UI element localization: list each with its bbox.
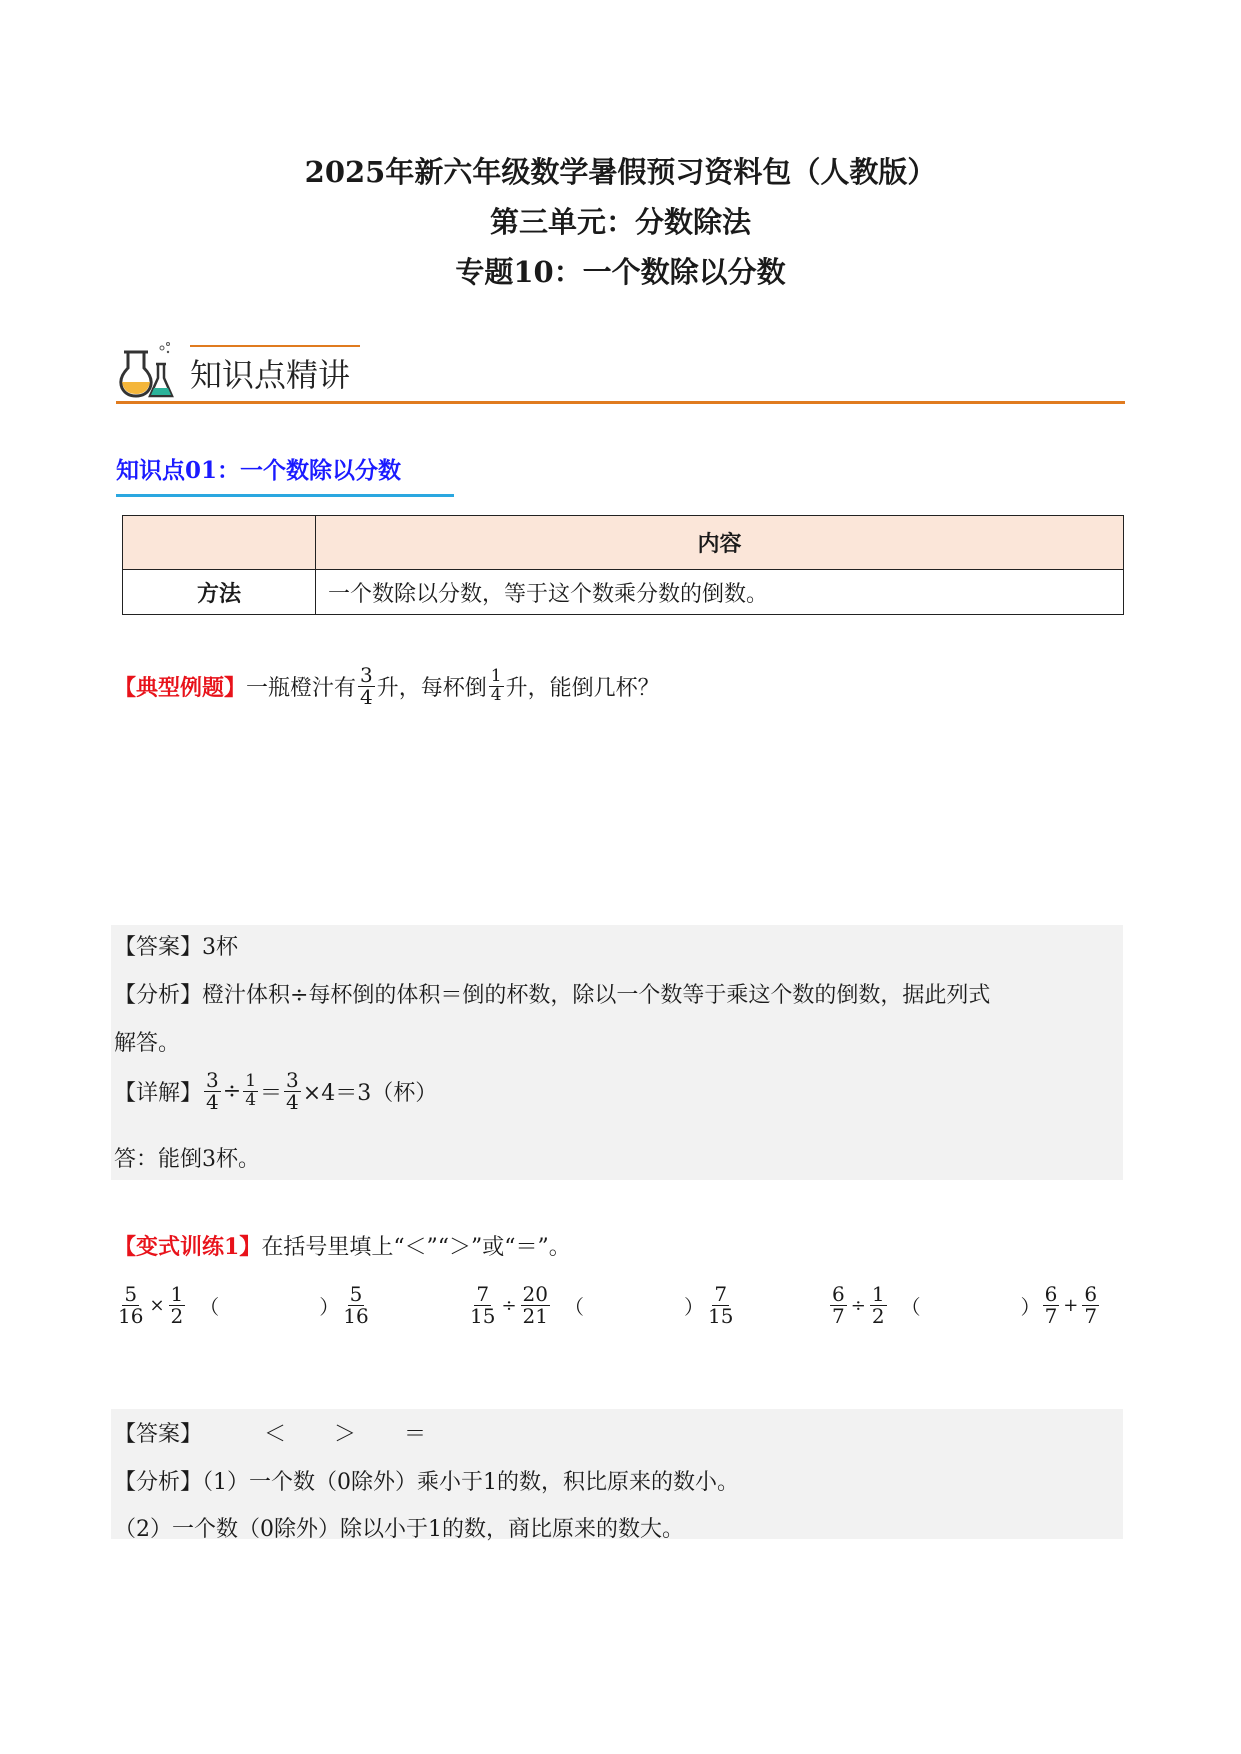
knowledge-point-underline [116, 494, 454, 497]
denominator: 7 [832, 1304, 845, 1328]
example-solution-block [111, 925, 1123, 1180]
answer-blank[interactable]: （ ） [900, 1295, 1041, 1319]
detail-label: 【详解】 [114, 1081, 203, 1106]
table-header-cell [123, 516, 316, 570]
numerator: 6 [832, 1282, 845, 1306]
exercise-item-3 [828, 1284, 1101, 1327]
fraction [706, 1284, 735, 1327]
fraction [521, 1284, 550, 1327]
numerator: 6 [1044, 1282, 1058, 1306]
numerator: 1 [871, 1282, 885, 1306]
denominator: 2 [170, 1304, 184, 1328]
numerator: 1 [490, 666, 502, 687]
fraction [870, 1284, 887, 1327]
operator: ÷ [222, 1079, 242, 1104]
example-text: 升，能倒几杯？ [505, 676, 660, 701]
section-title: 知识点精讲 [190, 356, 351, 394]
fraction [243, 1073, 258, 1110]
numerator: 5 [124, 1282, 138, 1306]
method-table [122, 515, 1124, 615]
answer-blank[interactable]: （ ） [199, 1295, 340, 1319]
fraction [468, 1284, 497, 1327]
fraction [358, 665, 375, 708]
exercise-answer-line [114, 1417, 426, 1448]
answer-value: ＜ [264, 1422, 287, 1447]
numerator: 3 [360, 663, 373, 687]
table-row [123, 570, 1124, 615]
numerator: 6 [1084, 1282, 1098, 1306]
example-tag: 【典型例题】 [114, 675, 247, 701]
table-cell-label: 方法 [123, 570, 316, 615]
denominator: 4 [206, 1090, 219, 1114]
example-text: 一瓶橙汁有 [246, 676, 357, 701]
operator: ÷ [850, 1295, 866, 1316]
example-text: 升，每杯倒 [376, 676, 487, 701]
topic-title: 专题10：一个数除以分数 [455, 255, 786, 289]
example-problem [114, 665, 660, 708]
fraction [116, 1284, 145, 1327]
exercise-analysis-line: 【分析】（1）一个数（0除外）乘小于1的数，积比原来的数小。 [114, 1470, 739, 1495]
exercise-item-1 [114, 1284, 373, 1327]
fraction [489, 668, 504, 705]
section-divider [116, 401, 1125, 404]
knowledge-point-title: 知识点01：一个数除以分数 [116, 457, 402, 484]
denominator: 4 [360, 685, 373, 709]
denominator: 16 [118, 1304, 144, 1328]
numerator: 1 [245, 1071, 257, 1092]
denominator: 4 [490, 685, 502, 705]
table-header-cell: 内容 [316, 516, 1124, 570]
detail-line [114, 1070, 437, 1113]
denominator: 16 [343, 1304, 369, 1328]
denominator: 4 [245, 1090, 257, 1110]
conclusion-line: 答：能倒3杯。 [114, 1147, 260, 1172]
doc-title: 2025年新六年级数学暑假预习资料包（人教版） [304, 155, 937, 189]
detail-rest: ×4＝3（杯） [302, 1081, 438, 1106]
numerator: 3 [206, 1068, 219, 1092]
exercise-prompt [114, 1230, 571, 1261]
operator: ÷ [501, 1295, 517, 1316]
fraction [830, 1284, 847, 1327]
answer-line: 【答案】3杯 [114, 935, 238, 960]
fraction [284, 1070, 301, 1113]
fraction [169, 1284, 186, 1327]
table-cell-content: 一个数除以分数，等于这个数乘分数的倒数。 [316, 570, 1124, 615]
operator: + [1063, 1295, 1079, 1316]
denominator: 2 [871, 1304, 885, 1328]
exercise-analysis-line: （2）一个数（0除外）除以小于1的数，商比原来的数大。 [114, 1517, 684, 1542]
fraction [1043, 1284, 1060, 1327]
numerator: 7 [476, 1282, 490, 1306]
exercise-item-2 [466, 1284, 737, 1327]
fraction [204, 1070, 221, 1113]
section-title-topline [190, 345, 360, 347]
unit-title: 第三单元：分数除法 [489, 205, 751, 239]
chemistry-flask-icon [116, 338, 176, 400]
denominator: 4 [286, 1090, 299, 1114]
answer-blank[interactable]: （ ） [564, 1295, 704, 1319]
denominator: 15 [708, 1304, 734, 1328]
answer-label: 【答案】 [114, 1422, 203, 1447]
operator: ＝ [260, 1081, 283, 1106]
numerator: 7 [714, 1282, 728, 1306]
numerator: 3 [286, 1068, 299, 1092]
exercise-text: 在括号里填上“＜”“＞”或“＝”。 [261, 1235, 571, 1260]
denominator: 7 [1084, 1304, 1098, 1328]
numerator: 1 [170, 1282, 184, 1306]
analysis-line-cont: 解答。 [114, 1031, 181, 1056]
numerator: 5 [349, 1282, 363, 1306]
denominator: 15 [470, 1304, 496, 1328]
exercise-tag: 【变式训练1】 [114, 1234, 262, 1260]
numerator: 20 [522, 1282, 548, 1306]
answer-value: ＞ [334, 1422, 357, 1447]
denominator: 21 [522, 1304, 548, 1328]
denominator: 7 [1044, 1304, 1058, 1328]
operator: × [149, 1295, 165, 1316]
fraction [1082, 1284, 1099, 1327]
fraction [341, 1284, 370, 1327]
table-header-row [123, 516, 1124, 570]
answer-value: ＝ [404, 1422, 427, 1447]
analysis-line: 【分析】橙汁体积÷每杯倒的体积＝倒的杯数，除以一个数等于乘这个数的倒数，据此列式 [114, 983, 991, 1008]
